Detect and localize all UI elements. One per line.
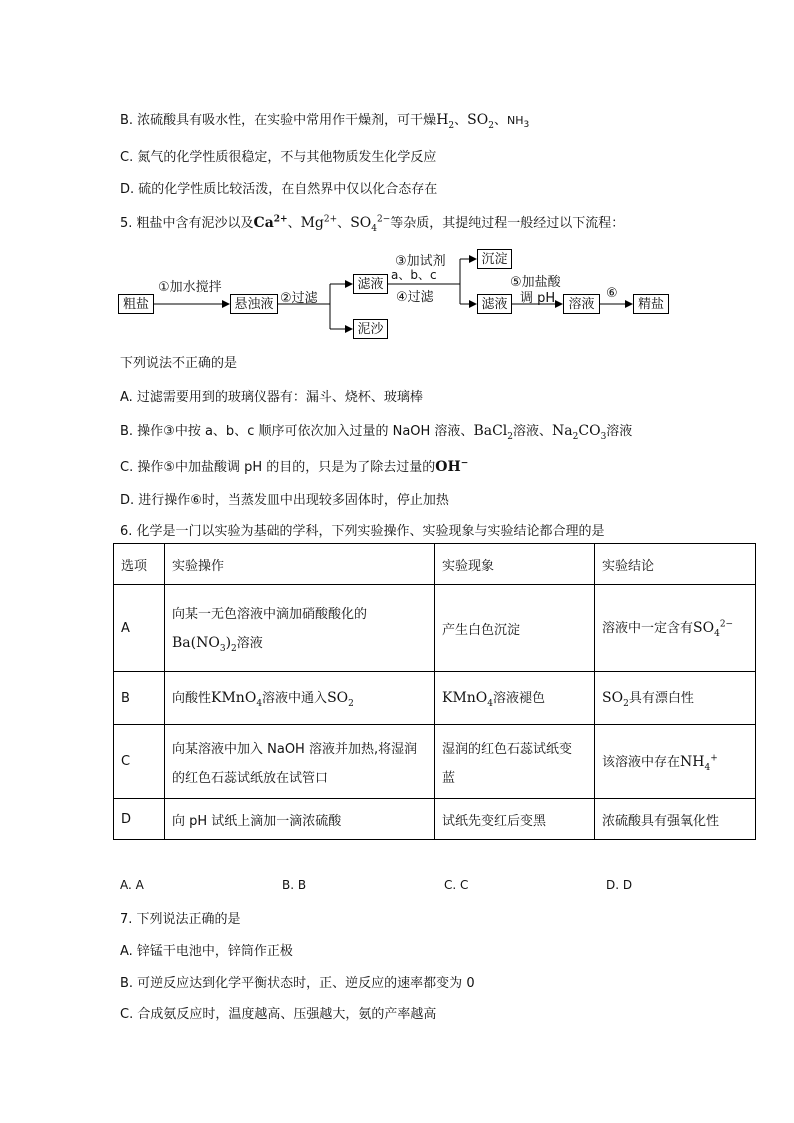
flow-crude-salt: 粗盐 (118, 294, 154, 314)
row-b-conclusion (595, 672, 756, 725)
header-option: 选项 (114, 544, 165, 585)
row-c-conclusion (595, 725, 756, 799)
row-c-conclusion-prefix: 该溶液中存在 (602, 754, 681, 770)
q4-option-c: C. 氮气的化学性质很稳定，不与其他物质发生化学反应 (120, 150, 437, 165)
q6-choice-a: A. A (120, 878, 144, 892)
row-b-phenomenon-suffix: 溶液褪色 (493, 691, 546, 707)
flow-step5-label: ⑤加盐酸 (510, 275, 561, 290)
q4-option-d: D. 硫的化学性质比较活泼，在自然界中仅以化合态存在 (120, 182, 438, 197)
row-d-option: D (114, 799, 165, 840)
row-a-operation-line1: 向某一无色溶液中滴加硝酸酸化的 (172, 606, 368, 622)
q6-experiment-table (113, 543, 756, 840)
ion-oh: OH− (435, 458, 469, 475)
q5-option-c (120, 456, 468, 475)
flow-filtrate2: 滤液 (477, 294, 512, 314)
formula-nh3: $NH_3$ (506, 114, 530, 131)
table-row (114, 725, 756, 799)
row-c-phenomenon-line2: 蓝 (442, 770, 456, 786)
row-a-operation (165, 585, 435, 672)
flow-mud: 泥沙 (353, 319, 388, 339)
q7-option-c: C. 合成氨反应时，温度越高、压强越大，氨的产率越高 (120, 1007, 437, 1022)
formula-h2: $H_2$ (436, 112, 455, 131)
row-b-operation-mid: 溶液中通入 (262, 691, 328, 707)
flow-step1-label: ①加水搅拌 (158, 280, 222, 295)
q5-option-b-mid: 溶液、 (513, 424, 553, 439)
row-c-operation-line1: 向某溶液中加入 NaOH 溶液并加热,将湿润 (172, 741, 418, 757)
flow-reagents-label: a、b、c (391, 268, 437, 282)
table-row (114, 672, 756, 725)
header-operation: 实验操作 (165, 544, 435, 585)
q5-stem-prefix: 5. 粗盐中含有泥沙以及 (120, 216, 254, 231)
flow-solution: 溶液 (563, 294, 600, 314)
formula-bano3-2: $Ba(NO_3)_2$ (172, 634, 237, 654)
flow-filtrate1: 滤液 (353, 274, 388, 294)
row-a-phenomenon: 产生白色沉淀 (435, 585, 595, 672)
row-d-conclusion: 浓硫酸具有强氧化性 (595, 799, 756, 840)
formula-so2: $SO_2$ (467, 112, 494, 131)
q5-option-b (120, 420, 632, 442)
row-c-operation-line2: 的红色石蕊试纸放在试管口 (172, 770, 329, 786)
table-row (114, 799, 756, 840)
q5-option-d: D. 进行操作⑥时，当蒸发皿中出现较多固体时，停止加热 (120, 493, 449, 508)
formula-na2co3: $Na_2CO_3$ (552, 423, 607, 442)
q5-stem: 5. 粗盐中含有泥沙以及$Ca^{2+}$、$Mg^{2+}$、$SO_4^{2-}$等杂质，其提纯过程一般经过以下流程： (120, 214, 625, 234)
q6-choice-b: B. B (282, 878, 307, 892)
row-b-conclusion-suffix: 具有漂白性 (628, 691, 694, 707)
ion-so4: $SO_4^{2-}$ (350, 214, 391, 234)
q7-stem: 7. 下列说法正确的是 (120, 912, 241, 927)
q5-option-c-prefix: C. 操作⑤中加盐酸调 pH 的目的，只是为了除去过量的 (120, 460, 436, 475)
table-row (114, 585, 756, 672)
row-b-operation-prefix: 向酸性 (172, 691, 212, 707)
q5-option-a: A. 过滤需要用到的玻璃仪器有：漏斗、烧杯、玻璃棒 (120, 390, 423, 405)
row-c-operation (165, 725, 435, 799)
formula-kmno4-phen: KMnO$_4$ (442, 690, 494, 709)
q5-option-b-prefix: B. 操作③中按 a、b、c 顺序可依次加入过量的 NaOH 溶液、 (120, 424, 474, 439)
ion-nh4: $NH_4^+$ (680, 752, 718, 773)
row-c-phenomenon-line1: 湿润的红色石蕊试纸变 (442, 741, 573, 757)
flow-step3-label: ③加试剂 (395, 254, 446, 269)
flow-step6-label: ⑥ (606, 286, 618, 301)
row-a-option: A (114, 585, 165, 672)
q5-stem-suffix: 等杂质，其提纯过程一般经过以下流程： (390, 216, 625, 231)
q6-choice-d: D. D (606, 878, 633, 892)
row-d-phenomenon: 试纸先变红后变黑 (435, 799, 595, 840)
row-c-option: C (114, 725, 165, 799)
header-conclusion: 实验结论 (595, 544, 756, 585)
formula-so2-concl: $SO_2$ (602, 690, 629, 709)
q4-option-b-text: B. 浓硫酸具有吸水性，在实验中常用作干燥剂，可干燥 (120, 113, 437, 128)
formula-so2-table: $SO_2$ (327, 690, 354, 709)
q4-option-b: B. 浓硫酸具有吸水性，在实验中常用作干燥剂，可干燥$H_2$、$SO_2$、$NH_3$ (120, 112, 530, 131)
flow-adjust-ph-label: 调 pH (520, 291, 556, 306)
flow-step2-label: ②过滤 (280, 291, 318, 306)
q6-choice-c: C. C (444, 878, 469, 892)
row-b-option: B (114, 672, 165, 725)
row-a-conclusion (595, 585, 756, 672)
row-b-operation (165, 672, 435, 725)
formula-kmno4: KMnO$_4$ (211, 690, 263, 709)
row-d-operation: 向 pH 试纸上滴加一滴浓硫酸 (165, 799, 435, 840)
table-header-row (114, 544, 756, 585)
q5-question: 下列说法不正确的是 (120, 356, 238, 371)
flow-suspension: 悬浊液 (230, 294, 278, 314)
ion-mg: $Mg^{2+}$ (300, 214, 338, 231)
q7-option-a: A. 锌锰干电池中，锌筒作正极 (120, 944, 293, 959)
row-a-operation-suffix: 溶液 (236, 635, 263, 651)
formula-bacl2: BaCl$_2$ (473, 423, 513, 442)
flow-precipitate: 沉淀 (477, 249, 512, 269)
q6-stem: 6. 化学是一门以实验为基础的学科，下列实验操作、实验现象与实验结论都合理的是 (120, 524, 605, 539)
q7-option-b: B. 可逆反应达到化学平衡状态时，正、逆反应的速率都变为 0 (120, 976, 475, 991)
flow-refined-salt: 精盐 (633, 294, 669, 314)
flow-step4-label: ④过滤 (396, 290, 434, 305)
row-b-phenomenon (435, 672, 595, 725)
row-c-phenomenon (435, 725, 595, 799)
row-a-conclusion-prefix: 溶液中一定含有 (602, 621, 694, 637)
ion-ca: $Ca^{2+}$ (253, 214, 288, 231)
row-a-operation-line2 (172, 632, 427, 654)
ion-so4-table: $SO_4^{2-}$ (693, 619, 734, 639)
q5-option-b-suffix: 溶液 (606, 424, 633, 439)
header-phenomenon: 实验现象 (435, 544, 595, 585)
